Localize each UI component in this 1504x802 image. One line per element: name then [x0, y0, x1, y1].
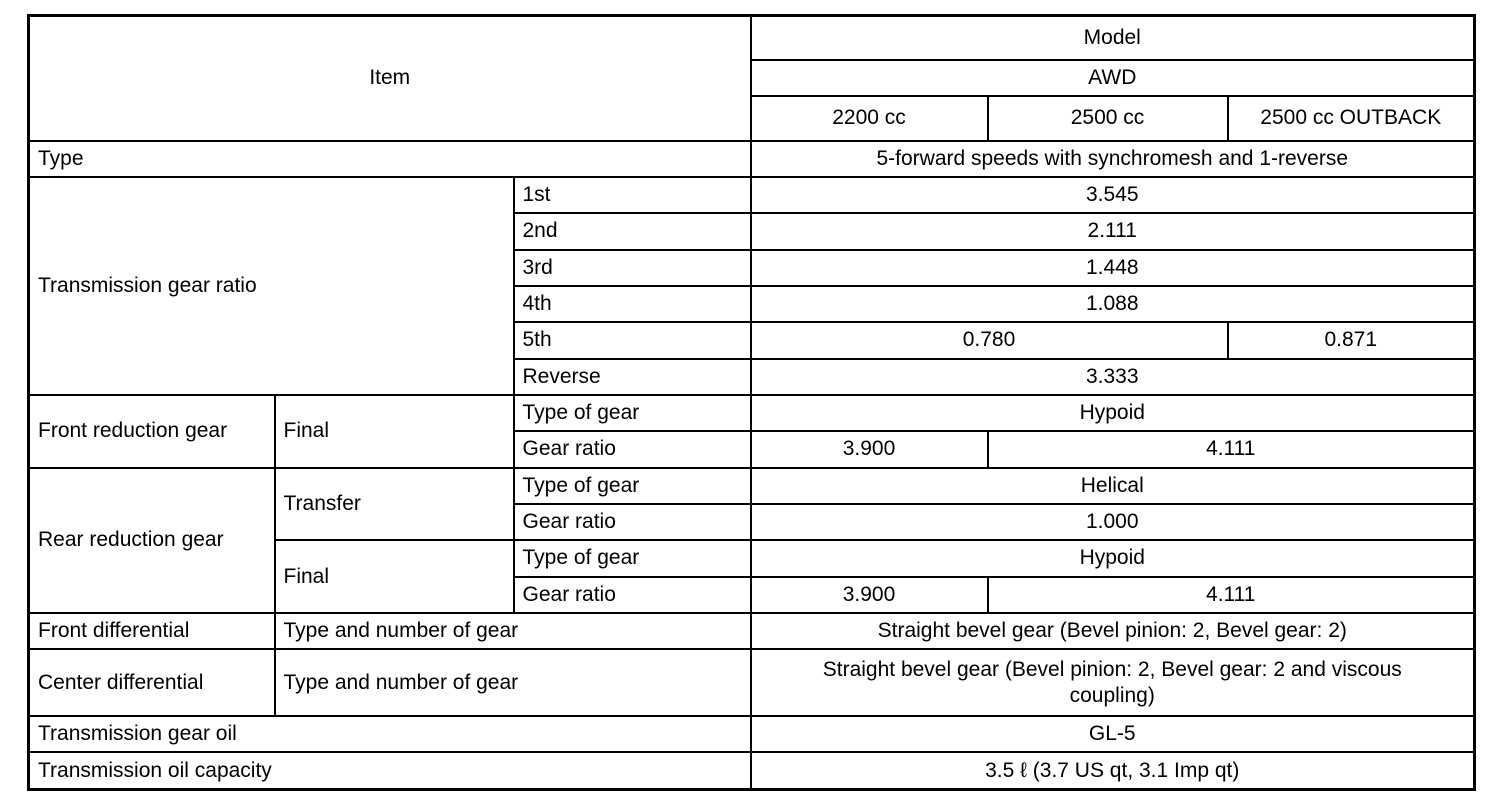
table-row-rear-transfer-type — [29, 468, 1475, 504]
rear-final-ratio-label: Gear ratio — [514, 577, 751, 613]
front-reduction-ratio-2500: 4.111 — [988, 431, 1475, 467]
gear-1st-label: 1st — [514, 177, 751, 213]
spec-sheet — [27, 14, 1473, 791]
gear-reverse-label: Reverse — [514, 359, 751, 395]
table-row-type — [29, 141, 1475, 177]
front-diff-label: Front differential — [29, 613, 275, 649]
gear-5th-value-2200-2500: 0.780 — [751, 322, 1228, 358]
center-diff-value: Straight bevel gear (Bevel pinion: 2, Bevel gear: 2 and viscous coupling) — [751, 649, 1475, 716]
header-variant-2200: 2200 cc — [751, 96, 988, 140]
header-item: Item — [29, 16, 751, 141]
gear-1st-value: 3.545 — [751, 177, 1475, 213]
table-row-front-reduction-type — [29, 395, 1475, 431]
gear-4th-label: 4th — [514, 286, 751, 322]
center-diff-label: Center differential — [29, 649, 275, 716]
front-reduction-type-value: Hypoid — [751, 395, 1475, 431]
front-reduction-final-label: Final — [275, 395, 514, 468]
gear-2nd-value: 2.111 — [751, 213, 1475, 249]
gear-5th-label: 5th — [514, 322, 751, 358]
gear-3rd-value: 1.448 — [751, 250, 1475, 286]
front-reduction-label: Front reduction gear — [29, 395, 275, 468]
gear-3rd-label: 3rd — [514, 250, 751, 286]
front-reduction-ratio-2200: 3.900 — [751, 431, 988, 467]
front-diff-value: Straight bevel gear (Bevel pinion: 2, Bevel gear: 2) — [751, 613, 1475, 649]
header-model: Model — [751, 16, 1475, 60]
front-diff-sub: Type and number of gear — [275, 613, 751, 649]
rear-final-ratio-2500: 4.111 — [988, 577, 1475, 613]
rear-final-type-label: Type of gear — [514, 540, 751, 576]
rear-transfer-ratio-value: 1.000 — [751, 504, 1475, 540]
rear-transfer-type-label: Type of gear — [514, 468, 751, 504]
header-variant-outback: 2500 cc OUTBACK — [1228, 96, 1475, 140]
header-variant-2500: 2500 cc — [988, 96, 1228, 140]
front-reduction-ratio-label: Gear ratio — [514, 431, 751, 467]
rear-final-label: Final — [275, 540, 514, 613]
table-row-gear-1st — [29, 177, 1475, 213]
rear-transfer-ratio-label: Gear ratio — [514, 504, 751, 540]
rear-final-type-value: Hypoid — [751, 540, 1475, 576]
rear-transfer-type-value: Helical — [751, 468, 1475, 504]
front-reduction-type-label: Type of gear — [514, 395, 751, 431]
gear-oil-value: GL-5 — [751, 716, 1475, 752]
gear-ratio-label: Transmission gear ratio — [29, 177, 514, 395]
gear-oil-label: Transmission gear oil — [29, 716, 751, 752]
rear-reduction-label: Rear reduction gear — [29, 468, 275, 613]
oil-capacity-label: Transmission oil capacity — [29, 752, 751, 789]
center-diff-sub: Type and number of gear — [275, 649, 751, 716]
table-row-center-differential — [29, 649, 1475, 716]
type-label: Type — [29, 141, 751, 177]
rear-transfer-label: Transfer — [275, 468, 514, 541]
header-drive: AWD — [751, 60, 1475, 96]
header-row-model — [29, 16, 1475, 60]
table-row-oil-capacity — [29, 752, 1475, 789]
gear-5th-value-outback: 0.871 — [1228, 322, 1475, 358]
gear-reverse-value: 3.333 — [751, 359, 1475, 395]
rear-final-ratio-2200: 3.900 — [751, 577, 988, 613]
table-row-front-differential — [29, 613, 1475, 649]
transmission-spec-table — [27, 14, 1476, 791]
type-value: 5-forward speeds with synchromesh and 1-reverse — [751, 141, 1475, 177]
gear-2nd-label: 2nd — [514, 213, 751, 249]
gear-4th-value: 1.088 — [751, 286, 1475, 322]
table-row-gear-oil — [29, 716, 1475, 752]
oil-capacity-value: 3.5 ℓ (3.7 US qt, 3.1 Imp qt) — [751, 752, 1475, 789]
